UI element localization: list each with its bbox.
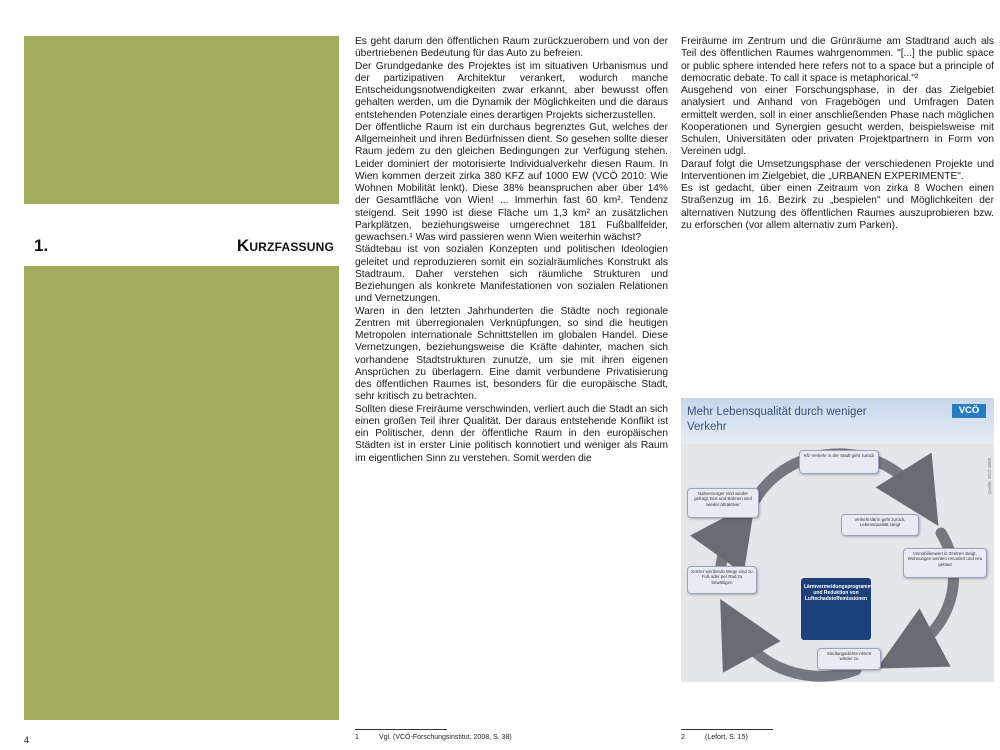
cycle-box: Nahversorger sind wieder gefragt, Bus und Bahnen sind wieder attraktiver <box>687 488 759 518</box>
section-number: 1. <box>34 236 49 255</box>
infographic-title: Mehr Lebensqualität durch weniger Verkehr <box>687 406 867 433</box>
infographic-source: Quelle: VCÖ 2009 <box>987 458 992 495</box>
section-heading <box>34 236 334 262</box>
cycle-box: Siedlungsdichte nimmt wieder zu <box>817 648 881 670</box>
paragraph: Sollten diese Freiräume verschwinden, verliert auch die Stadt an sich einen großen Teil ihrer Qualität. Der daraus entstehende Konflikt ist ein Politischer, denn der öffentliche Raum in den europäischen Städten ist in erster Linie politisch konnotiert und weniger als Raum im eigentlichen Sinn zu verstehen. Somit werden die <box>355 403 668 464</box>
paragraph: Es geht darum den öffentlichen Raum zurückzuerobern und von der übertriebenen Bedeutung für das Auto zu befreien. <box>355 36 668 60</box>
text-column-right <box>681 36 994 232</box>
cycle-box: Kürzer werdende Wege sind zu Fuß oder per Rad zu bewältigen <box>687 566 757 594</box>
infographic-cycle-diagram <box>681 398 994 682</box>
cycle-box: Immobilienwert in Zentren steigt, Wohnungen werden renoviert und neu gebaut <box>903 548 987 578</box>
footnote-rule-right <box>681 729 773 730</box>
paragraph: Es ist gedacht, über einen Zeitraum von zirka 8 Wochen einen Straßenzug im 16. Bezirk zu „bespielen" und Möglichkeiten der alternativen Nutzung des öffentlichen Raumes auszuprobieren bzw. zu erforschen (vor allem alternativ zum Parken). <box>681 183 994 231</box>
paragraph: Ausgehend von einer Forschungsphase, in der das Zielgebiet analysiert und Anhand von Fragebögen und Umfragen Daten ermittelt werden, soll in einer anschließenden Phase nach möglichen Kooperationen und Synergien gesucht werden, beispielsweise mit Schulen, Universitäten oder privaten Projektpartnern in Form von Vereinen udgl. <box>681 85 994 158</box>
page-number: 4 <box>24 735 30 745</box>
decorative-block-bottom <box>24 266 339 720</box>
decorative-block-top <box>24 36 339 204</box>
paragraph: Städtebau ist von sozialen Konzepten und politischen Ideologien geleitet und reproduzieren somit ein sozialräumliches Konstrukt als Stadtraum. Daher verstehen sich räumliche Strukturen und Beziehungen als konkrete Manifestationen von sozialen Relationen und Vernetzungen. <box>355 244 668 305</box>
vco-logo: VCÖ <box>952 404 986 418</box>
footnote-text: Vgl. (VCÖ-Forschungsinstitut, 2008, S. 38) <box>379 734 512 741</box>
footnote-number: 2 <box>681 734 685 741</box>
text-column-middle <box>355 36 668 465</box>
footnote-right <box>681 734 748 741</box>
paragraph: Darauf folgt die Umsetzungsphase der verschiedenen Projekte und Interventionen im Zielgebiet, die „URBANEN EXPERIMENTE". <box>681 158 994 182</box>
footnote-middle <box>355 734 512 741</box>
paragraph: Waren in den letzten Jahrhunderten die Städte noch regionale Zentren mit überregionalen Verknüpfungen, so sind die heutigen Metropolen internationale Schnittstellen im globalen Handel. Diese Vernetzungen, beziehungsweise die Kräfte dahinter, machen sich vorhandene Stadtstrukturen zunutze, um sie mit ihren eigenen Ansprüchen zu überlagern. Eine damit verbundene Privatisierung des öffentlichen Raumes ist, besonders für die europäische Stadt, sehr kritisch zu betrachten. <box>355 305 668 403</box>
paragraph: Freiräume im Zentrum und die Grünräume am Stadtrand auch als Teil des öffentlichen Raumes wahrgenommen. "[...] the public space or public sphere intended here refers not to a space but a principle of democratic debate. To call it space is metaphorical."² <box>681 36 994 84</box>
section-title: Kurzfassung <box>236 236 334 255</box>
cycle-center-box: Lärmvermeidungsprogramm und Reduktion von Luftschadstoffemissionen <box>801 578 871 640</box>
footnote-text: (Lefort, S. 15) <box>705 734 748 741</box>
footnote-rule-middle <box>355 729 447 730</box>
paragraph: Der öffentliche Raum ist ein durchaus begrenztes Gut, welches der Allgemeinheit und ihren Bedürfnissen dient. So gesehen sollte dieser Raum jedem zu den gleichen Bedingungen zur Verfügung stehen. Leider dominiert der motorisierte Individualverkehr diesen Raum. In Wien kommen derzeit zirka 380 KFZ auf 1000 EW (VCÖ 2010: Wie Wohnen Mobilität lenkt). Diese 38% beanspruchen aber über 14% der Gesamtfläche von Wien! ... Immerhin fast 60 km². Tendenz steigend. Seit 1990 ist diese Fläche um 1,3 km² an zusätzlichen Parkplätzen, beziehungsweise umgerechnet 181 Fußballfelder, gewachsen.¹ Was wird passieren wenn Wien weiterhin wächst? <box>355 121 668 243</box>
footnote-number: 1 <box>355 734 359 741</box>
cycle-box: Kfz-Verkehr in der Stadt geht zurück <box>799 450 879 474</box>
cycle-box: Verkehrslärm geht zurück, Lebensqualität steigt <box>841 514 919 536</box>
paragraph: Der Grundgedanke des Projektes ist im situativen Urbanismus und der partizipativen Architektur verankert, wodurch manche Entscheidungsnotwendigkeiten zwar erkannt, aber bewusst offen gehalten werden, um die Dynamik der Möglichkeiten und die daraus entstehenden Potenziale eines derartigen Projekts sicherzustellen. <box>355 60 668 121</box>
